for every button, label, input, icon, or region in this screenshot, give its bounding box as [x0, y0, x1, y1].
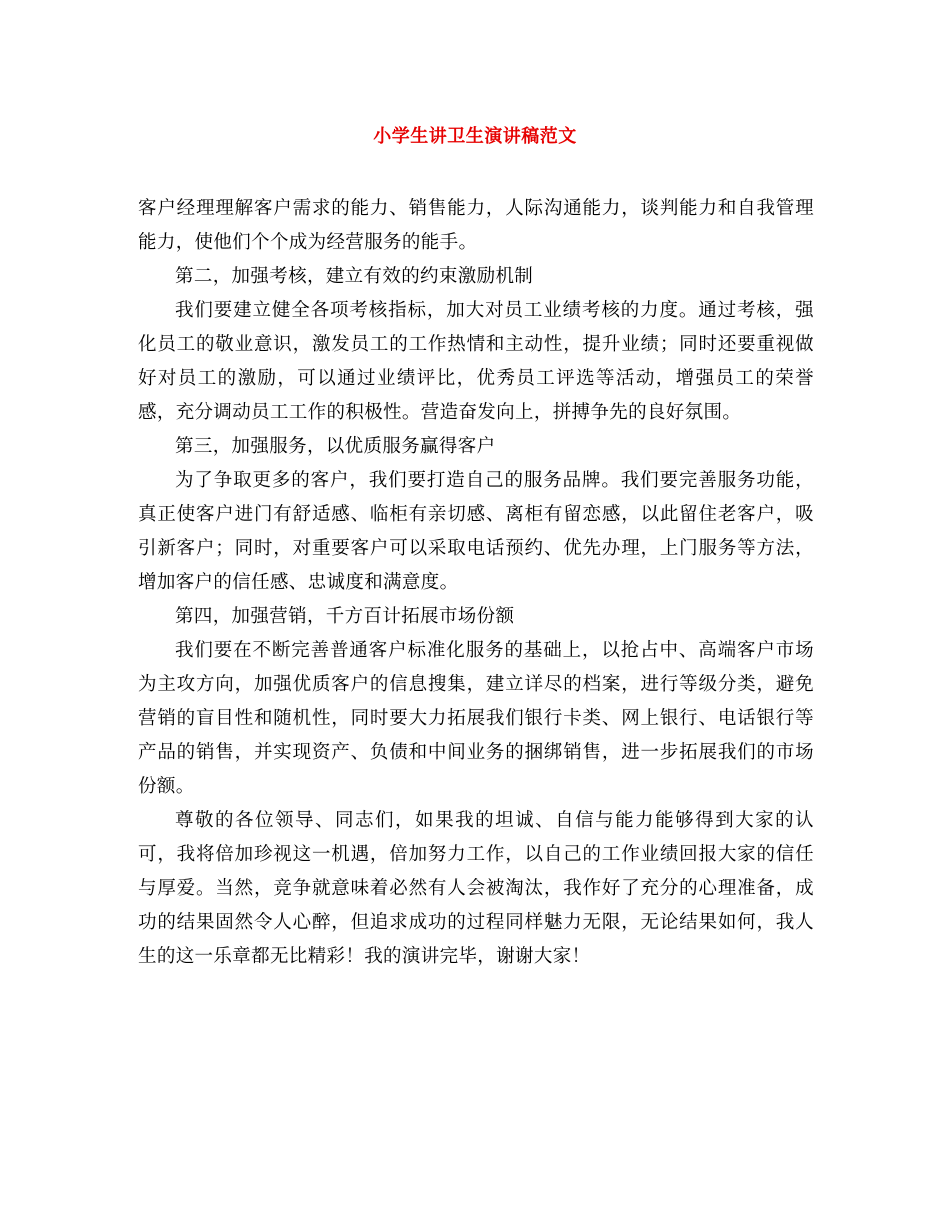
- paragraph-service: 为了争取更多的客户，我们要打造自己的服务品牌。我们要完善服务功能，真正使客户进门有舒适感、临柜有亲切感、离柜有留恋感，以此留住老客户，吸引新客户；同时，对重要客户可以采取电话预约、优先办理，上门服务等方法，增加客户的信任感、忠诚度和满意度。: [138, 470, 814, 593]
- paragraph-assessment: 我们要建立健全各项考核指标，加大对员工业绩考核的力度。通过考核，强化员工的敬业意识，激发员工的工作热情和主动性，提升业绩；同时还要重视做好对员工的激励，可以通过业绩评比，优秀员工评选等活动，增强员工的荣誉感，充分调动员工工作的积极性。营造奋发向上，拼搏争先的良好氛围。: [138, 300, 814, 423]
- section-heading-fourth: 第四，加强营销，千方百计拓展市场份额: [175, 606, 515, 627]
- document-title: 小学生讲卫生演讲稿范文: [373, 126, 577, 147]
- section-heading-second: 第二，加强考核，建立有效的约束激励机制: [175, 266, 534, 287]
- section-heading-third: 第三，加强服务，以优质服务赢得客户: [175, 436, 496, 457]
- paragraph-closing: 尊敬的各位领导、同志们，如果我的坦诚、自信与能力能够得到大家的认可，我将倍加珍视这一机遇，倍加努力工作，以自己的工作业绩回报大家的信任与厚爱。当然，竞争就意味着必然有人会被淘汰，我作好了充分的心理准备，成功的结果固然令人心醉，但追求成功的过程同样魅力无限，无论结果如何，我人生的这一乐章都无比精彩！我的演讲完毕，谢谢大家！: [138, 810, 814, 967]
- paragraph-continuation: 客户经理理解客户需求的能力、销售能力，人际沟通能力，谈判能力和自我管理能力，使他们个个成为经营服务的能手。: [138, 198, 814, 253]
- document-body: [138, 192, 814, 974]
- paragraph-marketing: 我们要在不断完善普通客户标准化服务的基础上，以抢占中、高端客户市场为主攻方向，加强优质客户的信息搜集，建立详尽的档案，进行等级分类，避免营销的盲目性和随机性，同时要大力拓展我们银行卡类、网上银行、电话银行等产品的销售，并实现资产、负债和中间业务的捆绑销售，进一步拓展我们的市场份额。: [138, 640, 814, 797]
